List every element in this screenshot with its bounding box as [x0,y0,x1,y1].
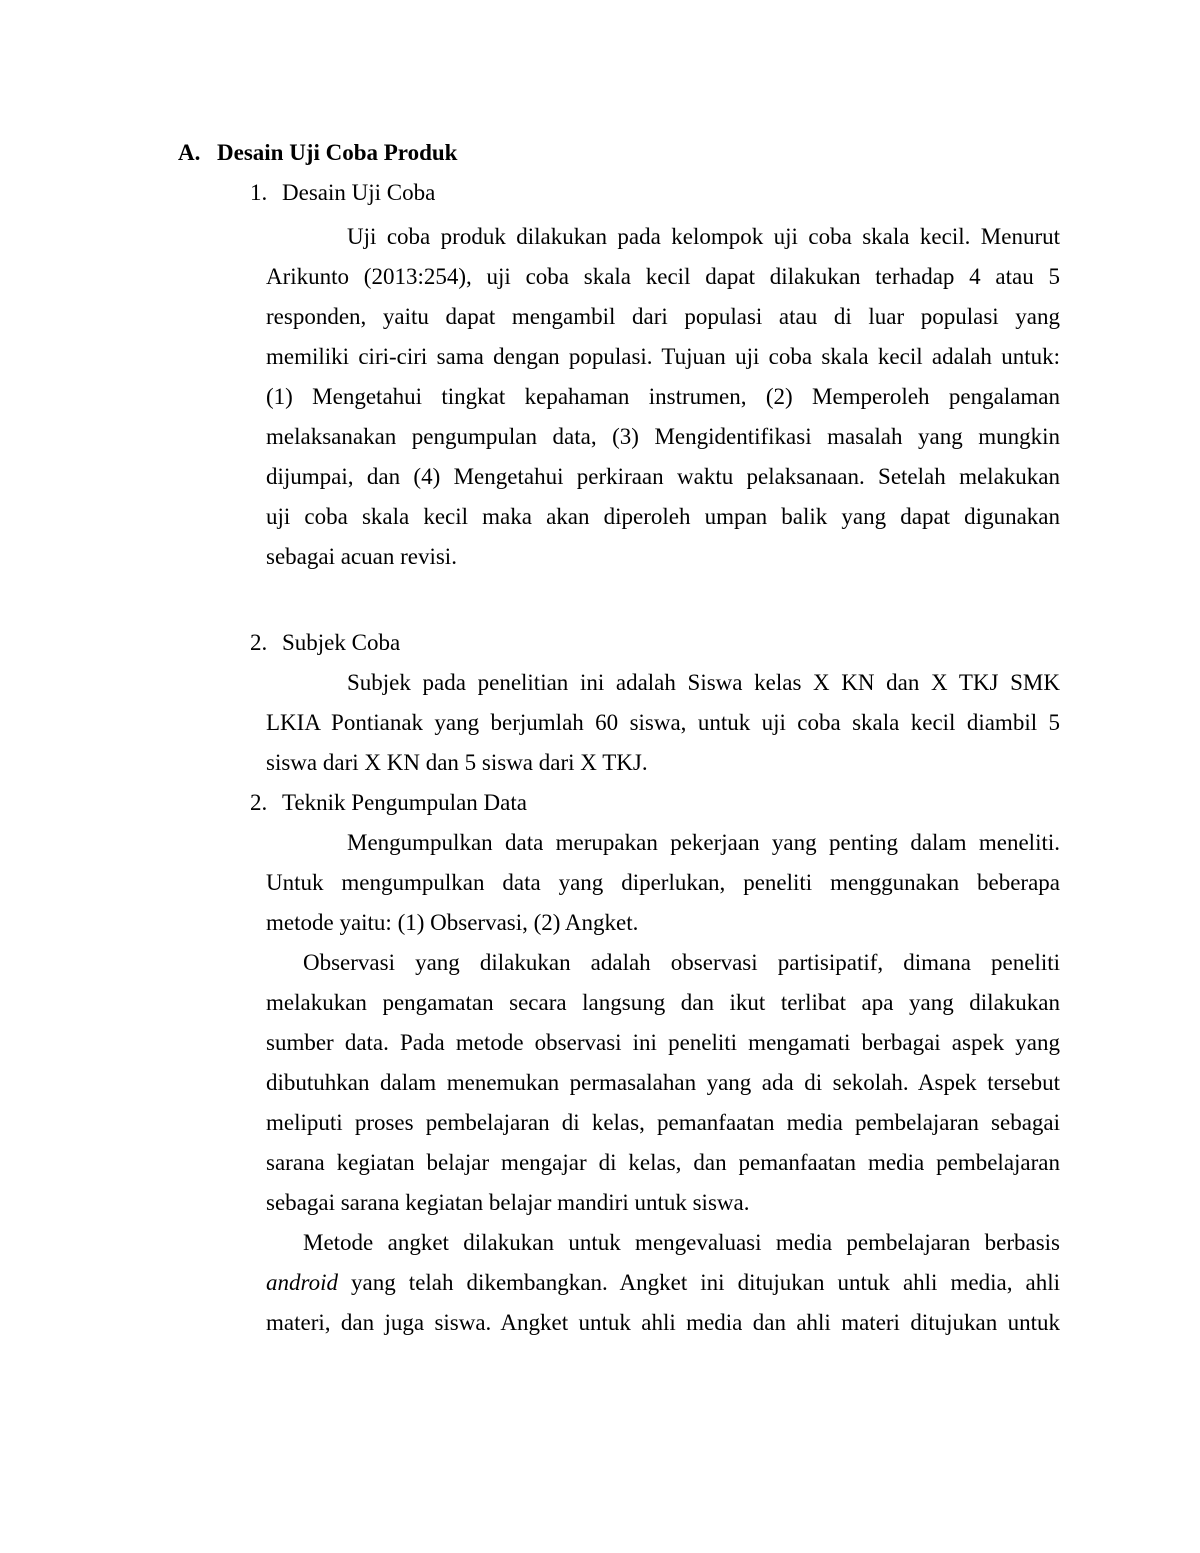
list-number: 1. [250,180,268,205]
list-label: Desain Uji Coba [282,180,436,205]
text-line: android yang telah dikembangkan. Angket ini ditujukan untuk ahli media, ahli [266,1270,1060,1295]
list-item [250,173,1200,213]
text-line: melakukan pengamatan secara langsung dan ikut terlibat apa yang dilakukan [266,990,1060,1015]
text-line: meliputi proses pembelajaran di kelas, pemanfaatan media pembelajaran sebagai [266,1110,1060,1135]
text-line: responden, yaitu dapat mengambil dari populasi atau di luar populasi yang [266,304,1060,329]
heading-title: Desain Uji Coba Produk [217,140,458,165]
text-line: Metode angket dilakukan untuk mengevaluasi media pembelajaran berbasis [303,1230,1060,1255]
paragraph [266,943,1060,1223]
paragraph [266,823,1060,943]
text-line: melaksanakan pengumpulan data, (3) Mengidentifikasi masalah yang mungkin [266,424,1060,449]
text-line: sumber data. Pada metode observasi ini peneliti mengamati berbagai aspek yang [266,1030,1060,1055]
text-line: (1) Mengetahui tingkat kepahaman instrumen, (2) Memperoleh pengalaman [266,384,1060,409]
content-blocks [0,173,1200,1343]
text-line: dijumpai, dan (4) Mengetahui perkiraan waktu pelaksanaan. Setelah melakukan [266,464,1060,489]
text-line: sebagai sarana kegiatan belajar mandiri untuk siswa. [266,1190,750,1215]
italic-text: android [266,1270,338,1295]
text-line: sebagai acuan revisi. [266,544,457,569]
list-number: 2. [250,630,268,655]
text-line: uji coba skala kecil maka akan diperoleh umpan balik yang dapat digunakan [266,504,1060,529]
text-line: Untuk mengumpulkan data yang diperlukan, peneliti menggunakan beberapa [266,870,1060,895]
text-line: siswa dari X KN dan 5 siswa dari X TKJ. [266,750,648,775]
text-line: Observasi yang dilakukan adalah observasi partisipatif, dimana peneliti [303,950,1060,975]
list-item [250,623,1200,663]
text-line: memiliki ciri-ciri sama dengan populasi. Tujuan uji coba skala kecil adalah untuk: [266,344,1060,369]
list-number: 2. [250,790,268,815]
section-heading [178,133,1200,173]
list-label: Subjek Coba [282,630,401,655]
text-line: Uji coba produk dilakukan pada kelompok uji coba skala kecil. Menurut [347,224,1060,249]
text-line: metode yaitu: (1) Observasi, (2) Angket. [266,910,639,935]
text-line: materi, dan juga siswa. Angket untuk ahli media dan ahli materi ditujukan untuk [266,1310,1060,1335]
paragraph [266,663,1060,783]
paragraph [266,1223,1060,1343]
list-item [250,783,1200,823]
text-line: LKIA Pontianak yang berjumlah 60 siswa, untuk uji coba skala kecil diambil 5 [266,710,1060,735]
text-line: sarana kegiatan belajar mengajar di kelas, dan pemanfaatan media pembelajaran [266,1150,1060,1175]
paragraph [266,217,1060,577]
text-line: dibutuhkan dalam menemukan permasalahan yang ada di sekolah. Aspek tersebut [266,1070,1060,1095]
text-line: Mengumpulkan data merupakan pekerjaan yang penting dalam meneliti. [347,830,1060,855]
list-label: Teknik Pengumpulan Data [282,790,527,815]
text-line: Arikunto (2013:254), uji coba skala kecil dapat dilakukan terhadap 4 atau 5 [266,264,1060,289]
text-line: Subjek pada penelitian ini adalah Siswa kelas X KN dan X TKJ SMK [347,670,1060,695]
heading-label: A. [178,140,201,165]
